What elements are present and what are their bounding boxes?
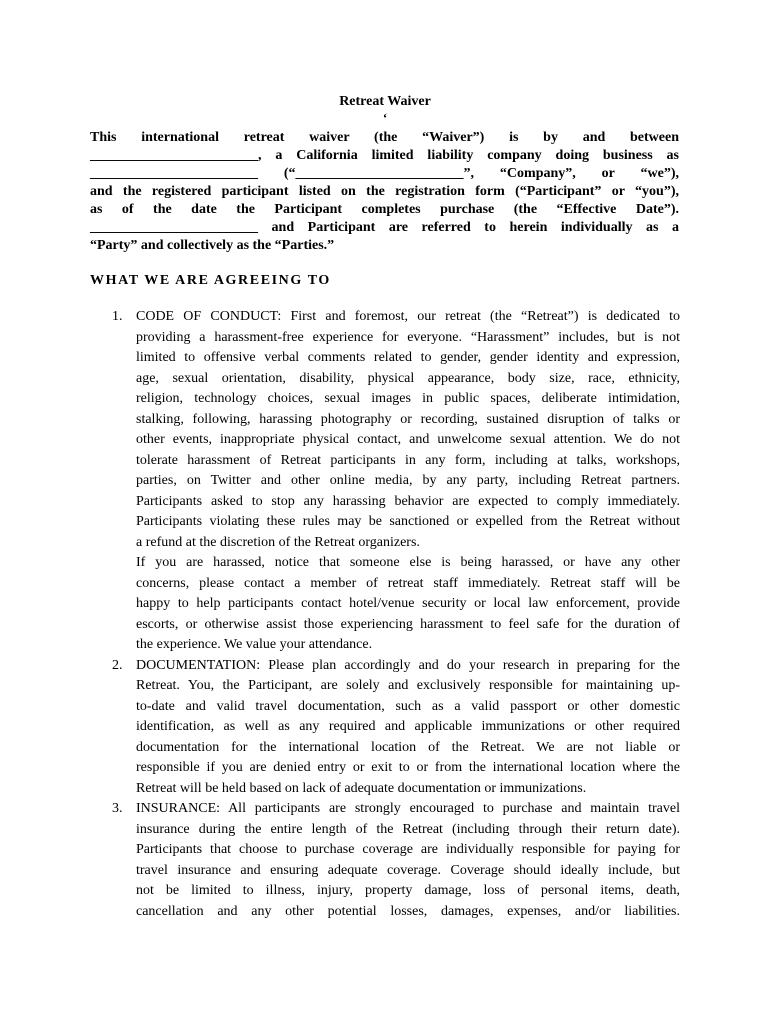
intro-paragraph	[90, 129, 679, 255]
text-line: stalking, following, harassing photography or recording, sustained disruption of talks or	[136, 411, 680, 427]
intro-line: This international retreat waiver (the “Waiver”) is by and between	[90, 130, 679, 145]
text-line: tolerate harassment of Retreat participants in any form, including at talks, workshops,	[136, 452, 680, 468]
intro-line: and the registered participant listed on the registration form (“Participant” or “you”),	[90, 184, 679, 199]
text-line: DOCUMENTATION: Please plan accordingly and do your research in preparing for the	[136, 657, 680, 673]
text-line: parties, on Twitter and other online media, by any party, including Retreat partners.	[136, 473, 680, 488]
text-line: Participants violating these rules may be sanctioned or expelled from the Retreat without	[136, 514, 680, 529]
text-line: cancellation and any other potential losses, damages, expenses, and/or liabilities.	[136, 903, 680, 919]
list-item-code-of-conduct	[90, 307, 680, 656]
text-line: religion, technology choices, sexual images in public spaces, deliberate intimidation,	[136, 391, 680, 406]
text-line: age, sexual orientation, disability, physical appearance, body size, race, ethnicity,	[136, 370, 680, 386]
list-item-paragraph	[136, 553, 680, 656]
text-line: escorts, or otherwise assist those experiencing harassment to feel safe for the duration of	[136, 616, 680, 632]
text-line: INSURANCE: All participants are strongly encouraged to purchase and maintain travel	[136, 801, 680, 816]
text-line: Retreat. You, the Participant, are solely and exclusively responsible for maintaining up-	[136, 678, 680, 693]
list-item-insurance	[90, 799, 680, 922]
intro-line: ________________________ (“________________________”, “Company”, or “we”),	[90, 166, 679, 181]
list-item-documentation	[90, 656, 680, 800]
list-item-paragraph	[136, 656, 680, 800]
text-line: CODE OF CONDUCT: First and foremost, our retreat (the “Retreat”) is dedicated to	[136, 309, 680, 324]
intro-line: “Party” and collectively as the “Parties.”	[90, 238, 335, 253]
list-item-number: 1.	[112, 309, 123, 324]
list-item-number: 3.	[112, 801, 123, 816]
text-line: Participants that choose to purchase coverage are individually responsible for paying for	[136, 842, 680, 857]
text-line: a refund at the discretion of the Retreat organizers.	[136, 534, 420, 550]
section-heading: WHAT WE ARE AGREEING TO	[90, 273, 331, 288]
intro-line: ________________________, a California limited liability company doing business as	[90, 148, 679, 163]
list-item-paragraph	[136, 307, 680, 553]
text-line: providing a harassment-free experience for everyone. “Harassment” includes, but is not	[136, 329, 680, 345]
text-line: other events, inappropriate physical contact, and unwelcome sexual attention. We do not	[136, 432, 680, 447]
text-line: concerns, please contact a member of retreat staff immediately. Retreat staff will be	[136, 575, 680, 591]
list-item-number: 2.	[112, 657, 123, 673]
text-line: documentation for the international location of the Retreat. We are not liable or	[136, 739, 680, 755]
document-title: Retreat Waiver	[339, 94, 431, 109]
text-line: Retreat will be held based on lack of adequate documentation or immunizations.	[136, 780, 587, 796]
intro-line: as of the date the Participant completes purchase (the “Effective Date”).	[90, 202, 679, 217]
text-line: insurance during the entire length of the Retreat (including through their return date).	[136, 821, 680, 837]
text-line: happy to help participants contact hotel/venue security or local law enforcement, provide	[136, 596, 680, 611]
text-line: to-date and valid travel documentation, such as a valid passport or other domestic	[136, 698, 680, 714]
text-line: the experience. We value your attendance.	[136, 637, 373, 652]
title-quote-mark: ‘	[382, 110, 388, 125]
text-line: Participants asked to stop any harassing behavior are expected to comply immediately.	[136, 493, 680, 509]
list-item-paragraph	[136, 799, 680, 922]
text-line: identification, as well as any required and applicable immunizations or other required	[136, 719, 680, 734]
text-line: If you are harassed, notice that someone else is being harassed, or have any other	[136, 555, 680, 570]
intro-line: ________________________ and Participant are referred to herein individually as a	[90, 220, 679, 235]
text-line: responsible if you are denied entry or exit to or from the international location where the	[136, 760, 680, 775]
numbered-list	[90, 307, 680, 922]
text-line: not be limited to illness, injury, property damage, loss of personal items, death,	[136, 883, 680, 898]
text-line: travel insurance and ensuring adequate coverage. Coverage should ideally include, but	[136, 862, 680, 878]
text-line: limited to offensive verbal comments related to gender, gender identity and expression,	[136, 350, 680, 365]
